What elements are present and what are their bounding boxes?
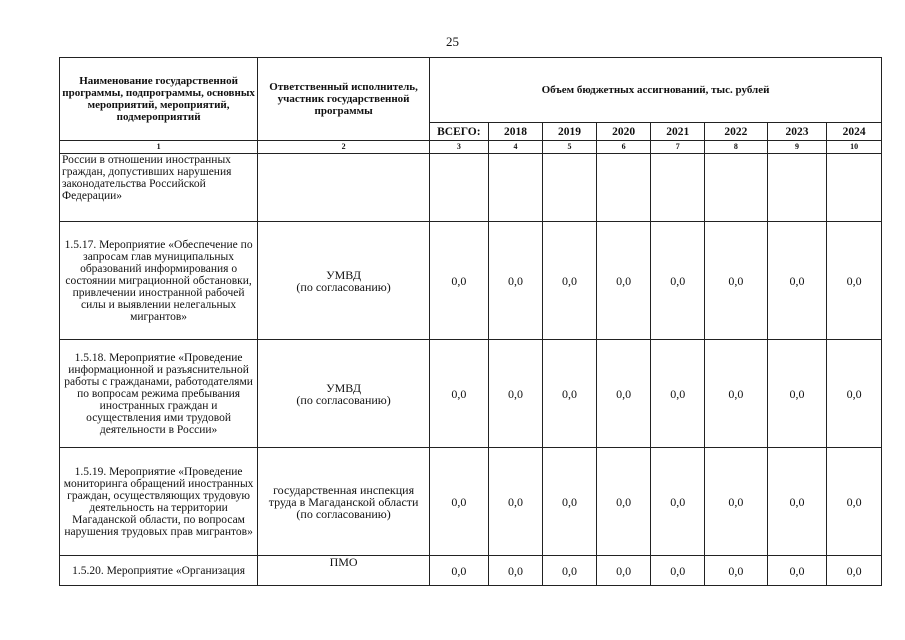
value-cell: 0,0: [651, 556, 705, 586]
column-number: 5: [543, 141, 597, 154]
activity-name: 1.5.18. Мероприятие «Проведение информационной и разъяснительной работы с гражданами, работодателями по вопросам режима пребывания иностранных граждан и осуществления ими трудовой деятельности в России»: [60, 340, 258, 448]
executor-cell: [258, 154, 430, 222]
value-cell: 0,0: [827, 222, 882, 340]
value-cell: [596, 154, 651, 222]
year-header-2018: 2018: [488, 123, 543, 141]
executor-cell: [258, 448, 430, 556]
year-header-2021: 2021: [651, 123, 705, 141]
table-row: [60, 340, 882, 448]
value-cell: 0,0: [651, 222, 705, 340]
value-cell: 0,0: [430, 556, 489, 586]
column-header-name: Наименование государственной программы, подпрограммы, основных мероприятий, мероприятий, подмероприятий: [60, 58, 258, 141]
year-header-2019: 2019: [543, 123, 597, 141]
year-header-2020: 2020: [596, 123, 651, 141]
value-cell: [827, 154, 882, 222]
value-cell: 0,0: [767, 222, 827, 340]
value-cell: 0,0: [767, 556, 827, 586]
value-cell: 0,0: [430, 448, 489, 556]
value-cell: 0,0: [651, 340, 705, 448]
value-cell: 0,0: [488, 448, 543, 556]
budget-table: [59, 57, 882, 586]
value-cell: 0,0: [543, 556, 597, 586]
value-cell: 0,0: [596, 448, 651, 556]
value-cell: [767, 154, 827, 222]
table-row: [60, 222, 882, 340]
value-cell: 0,0: [596, 556, 651, 586]
value-cell: 0,0: [430, 222, 489, 340]
activity-name: 1.5.17. Мероприятие «Обеспечение по запросам глав муниципальных образований информирования о состоянии миграционной обстановки, привлечении иностранной рабочей силы и выявлении нелегальных мигрантов»: [60, 222, 258, 340]
year-header-2024: 2024: [827, 123, 882, 141]
executor-note: (по согласованию): [296, 506, 391, 521]
activity-name: 1.5.20. Мероприятие «Организация: [60, 556, 258, 586]
value-cell: 0,0: [705, 556, 768, 586]
executor-name: государственная инспекция труда в Магаданской области: [268, 482, 419, 509]
column-number: 1: [60, 141, 258, 154]
value-cell: 0,0: [827, 556, 882, 586]
value-cell: [430, 154, 489, 222]
executor-note: (по согласованию): [296, 279, 391, 294]
executor-name: УМВД: [326, 380, 362, 395]
page-number: 25: [446, 34, 459, 49]
column-number: 6: [596, 141, 651, 154]
table-row: [60, 154, 882, 222]
value-cell: 0,0: [543, 448, 597, 556]
executor-cell: [258, 340, 430, 448]
activity-name: 1.5.19. Мероприятие «Проведение мониторинга обращений иностранных граждан, осуществляющих трудовую деятельность на территории Магаданской области, по вопросам нарушения трудовых прав мигрантов»: [60, 448, 258, 556]
value-cell: 0,0: [705, 222, 768, 340]
value-cell: [651, 154, 705, 222]
header-row: [60, 58, 882, 123]
column-number: 9: [767, 141, 827, 154]
value-cell: 0,0: [705, 340, 768, 448]
value-cell: 0,0: [596, 222, 651, 340]
executor-name: УМВД: [326, 267, 362, 282]
column-number: 4: [488, 141, 543, 154]
activity-name: России в отношении иностранных граждан, допустивших нарушения законодательства Российской Федерации»: [60, 154, 258, 222]
value-cell: 0,0: [651, 448, 705, 556]
value-cell: 0,0: [767, 340, 827, 448]
year-header-2023: 2023: [767, 123, 827, 141]
column-number: 10: [827, 141, 882, 154]
table-row: [60, 556, 882, 586]
value-cell: 0,0: [488, 340, 543, 448]
year-header-2022: 2022: [705, 123, 768, 141]
value-cell: 0,0: [430, 340, 489, 448]
column-header-budget: Объем бюджетных ассигнований, тыс. рублей: [430, 58, 882, 123]
column-number: 8: [705, 141, 768, 154]
value-cell: 0,0: [827, 340, 882, 448]
executor-cell: [258, 556, 430, 586]
value-cell: [543, 154, 597, 222]
column-number-row: [60, 141, 882, 154]
value-cell: [488, 154, 543, 222]
value-cell: 0,0: [767, 448, 827, 556]
year-header-total: ВСЕГО:: [430, 123, 489, 141]
value-cell: 0,0: [705, 448, 768, 556]
value-cell: 0,0: [543, 222, 597, 340]
executor-name: ПМО: [329, 555, 358, 569]
value-cell: [705, 154, 768, 222]
value-cell: 0,0: [488, 222, 543, 340]
value-cell: 0,0: [596, 340, 651, 448]
executor-cell: [258, 222, 430, 340]
table-row: [60, 448, 882, 556]
column-number: 2: [258, 141, 430, 154]
column-header-executor: Ответственный исполнитель, участник государственной программы: [258, 58, 430, 141]
executor-note: (по согласованию): [296, 392, 391, 407]
column-number: 3: [430, 141, 489, 154]
value-cell: 0,0: [827, 448, 882, 556]
value-cell: 0,0: [543, 340, 597, 448]
column-number: 7: [651, 141, 705, 154]
value-cell: 0,0: [488, 556, 543, 586]
